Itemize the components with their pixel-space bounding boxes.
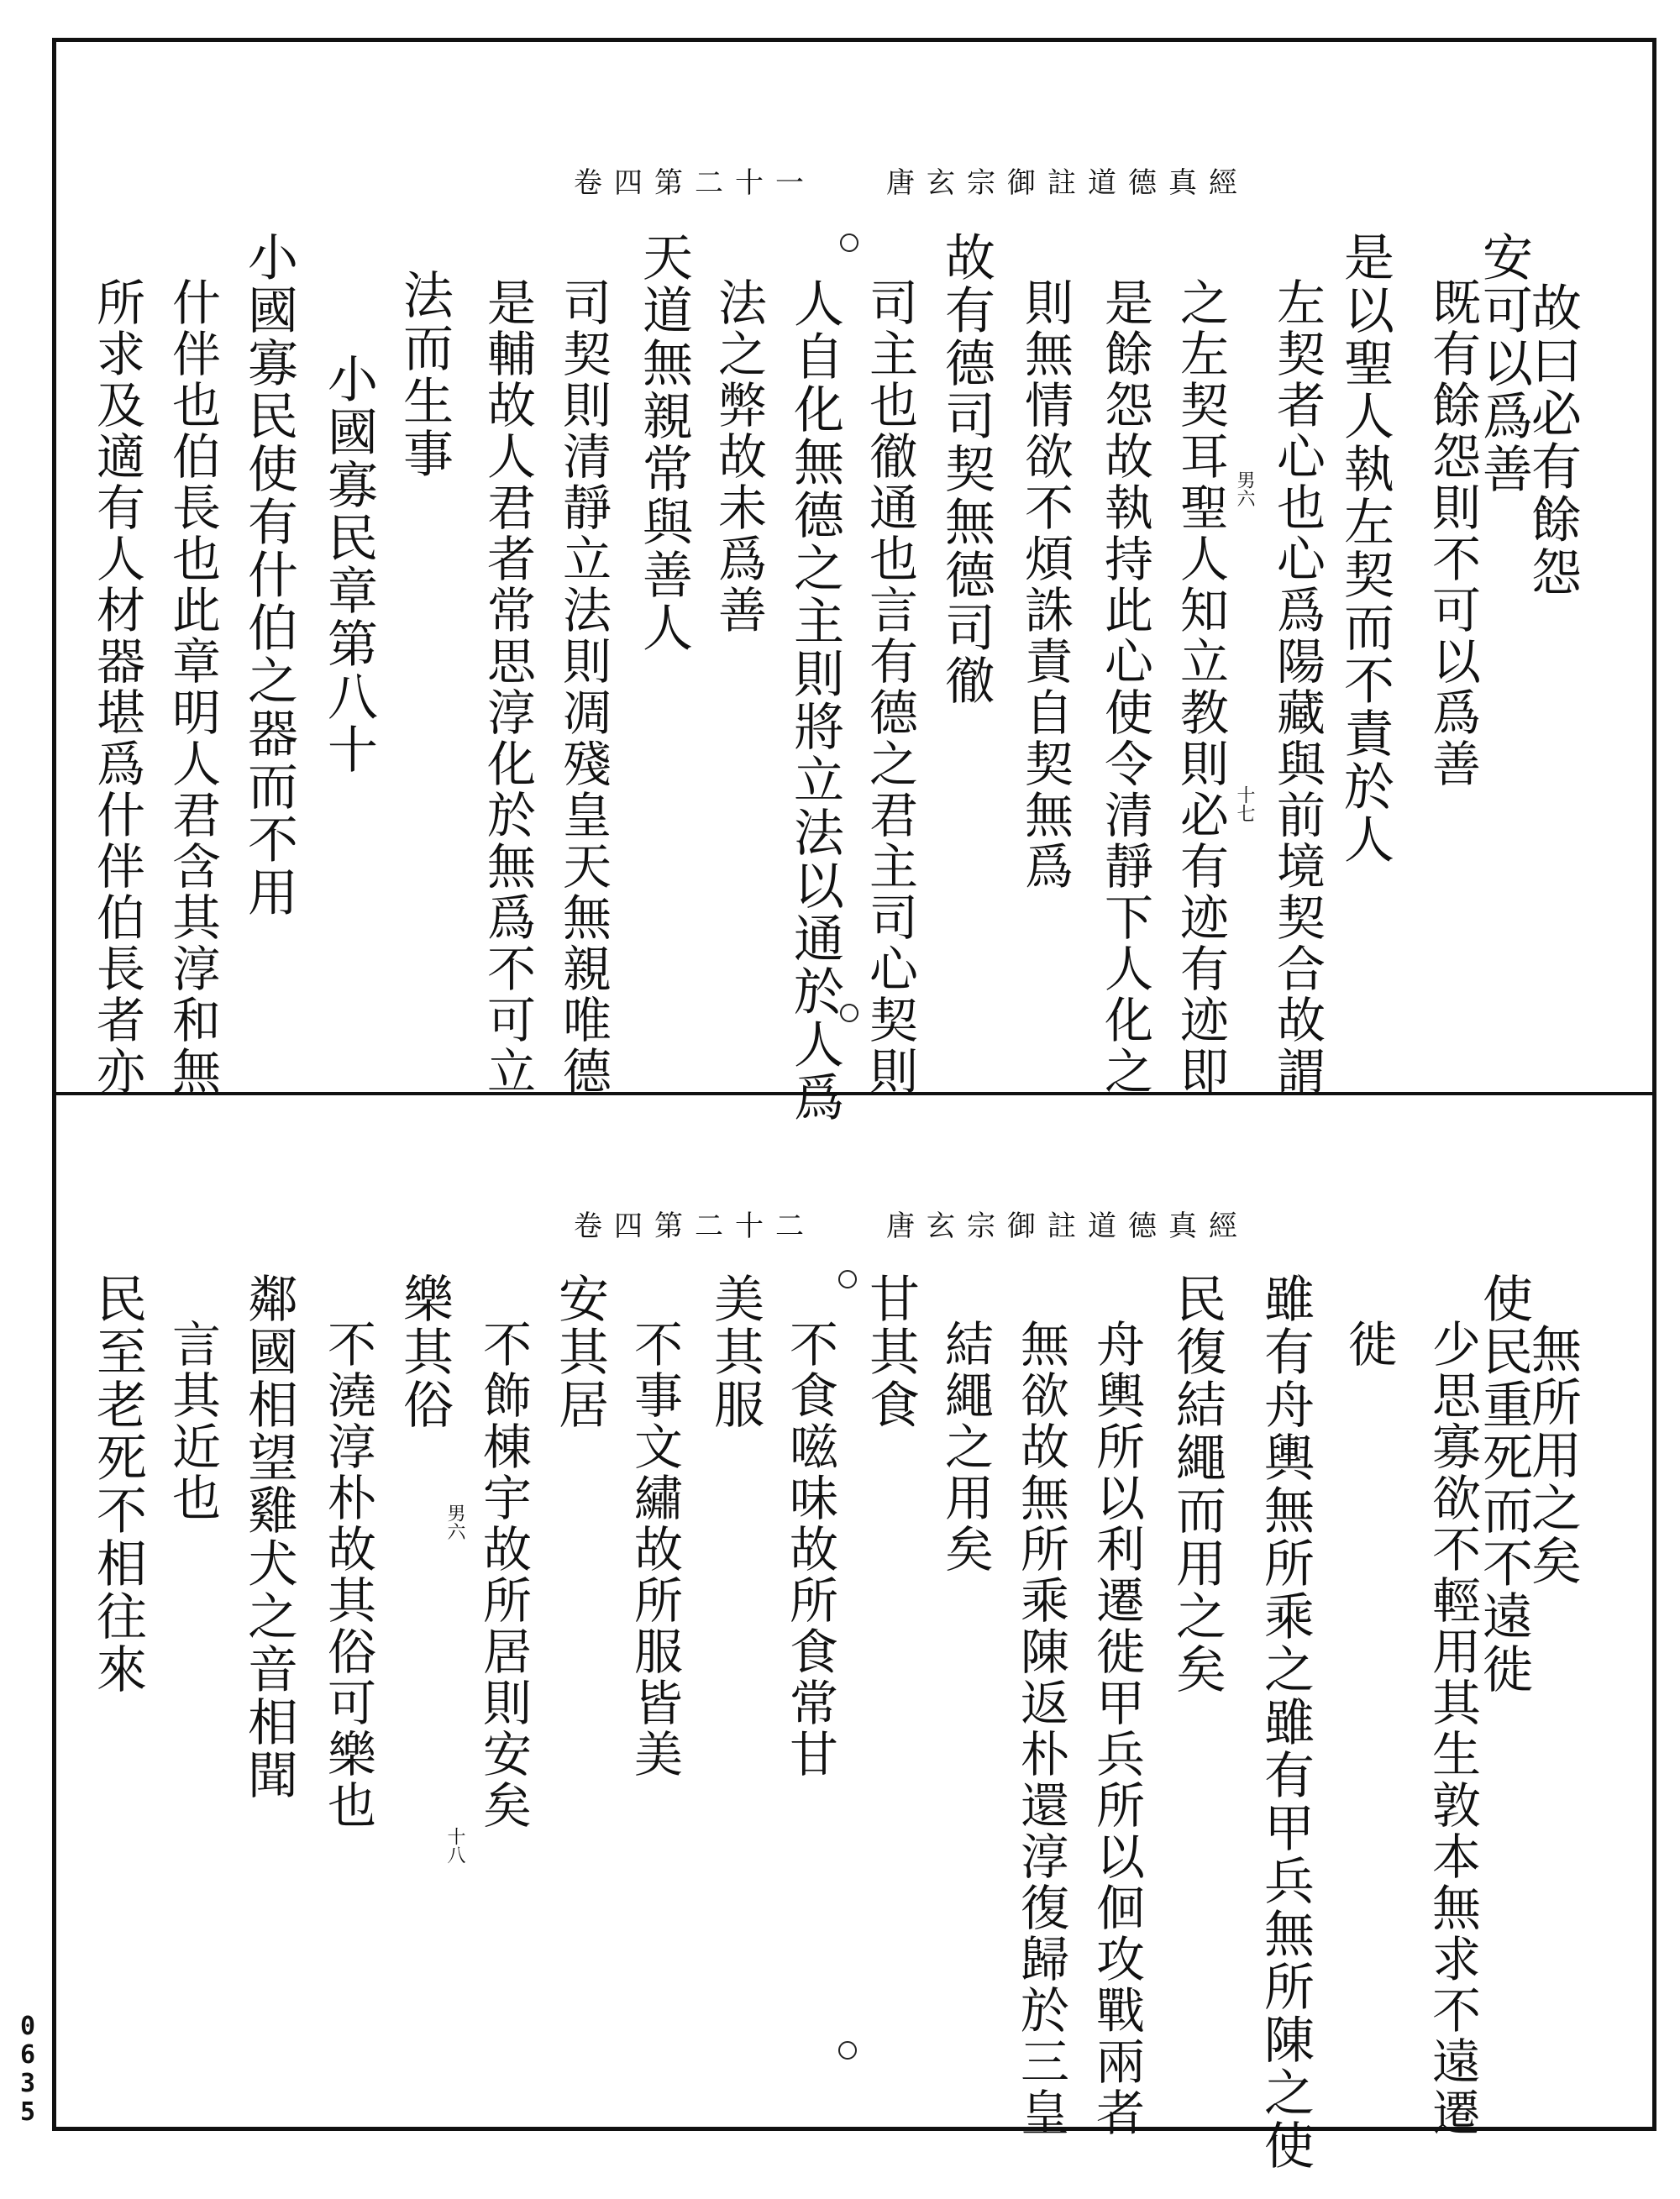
bottom-col-8: 無欲故無所乘陳返朴還淳復歸於三皇	[1012, 1319, 1069, 2139]
bottom-col-5: 雖有舟輿無所乘之雖有甲兵無所陳之使	[1256, 1273, 1315, 2172]
top-col-13: 天道無親常與善人	[634, 231, 693, 654]
top-col-7: 是餘怨故執持此心使令清靜下人化之	[1096, 277, 1153, 1097]
bottom-col-12: 美其服	[706, 1273, 764, 1431]
bottom-col-6: 民復結繩而用之矣	[1168, 1273, 1226, 1696]
top-col-17: 小國寡民章第八十	[319, 353, 378, 776]
top-col-9: 故有德司契無德司徹	[937, 231, 995, 707]
bottom-small-note-a: 男六	[444, 1504, 465, 1540]
top-col-19: 什伴也伯長也此章明人君含其淳和無	[164, 277, 221, 1097]
bottom-col-15: 不飾棟宇故所居則安矣	[475, 1319, 532, 1831]
binding-hole-mark	[840, 1004, 858, 1022]
binding-hole-mark	[840, 234, 858, 252]
bottom-col-20: 民至老死不相往來	[88, 1273, 147, 1696]
bottom-col-7: 舟輿所以利遷徙甲兵所以佪攻戰兩者	[1088, 1319, 1145, 2139]
top-col-8: 則無情欲不煩誅責自契無爲	[1016, 277, 1074, 892]
bottom-col-10: 甘其食	[861, 1273, 920, 1431]
top-col-2: 安可以爲善	[1474, 231, 1533, 496]
bottom-col-11: 不食嗞味故所食常甘	[781, 1319, 838, 1780]
top-header-volume: 卷四第二十一	[574, 166, 816, 200]
top-col-14: 司契則清靜立法則凋殘皇天無親唯德	[554, 277, 612, 1097]
bottom-header-volume: 卷四第二十二	[574, 1210, 816, 1243]
top-col-11: 人自化無德之主則將立法以通於人爲	[785, 277, 844, 1124]
bottom-col-1: 無所用之矣	[1523, 1323, 1582, 1588]
bottom-col-2: 使民重死而不遠徙	[1474, 1273, 1533, 1696]
bottom-col-13: 不事文繡故所服皆美	[626, 1319, 683, 1780]
top-col-10: 司主也徹通也言有德之君主司心契則	[861, 277, 918, 1097]
top-col-20: 所求及適有人材器堪爲什伴伯長者亦	[88, 277, 145, 1097]
top-col-15: 是輔故人君者常思淳化於無爲不可立	[479, 277, 536, 1097]
page-number: 0 6 3 5	[19, 2012, 36, 2127]
top-col-6: 之左契耳聖人知立教則必有迹有迹即	[1172, 277, 1229, 1097]
top-col-16: 法而生事	[395, 269, 454, 480]
section-divider	[52, 1092, 1656, 1095]
top-header-title: 唐玄宗御註道德真經	[886, 166, 1249, 200]
top-col-12: 法之弊故未爲善	[710, 277, 767, 636]
bottom-small-note-b: 十八	[444, 1827, 465, 1864]
bottom-header-title: 唐玄宗御註道德真經	[886, 1210, 1249, 1243]
bottom-col-14: 安其居	[550, 1273, 609, 1431]
bottom-col-18: 鄰國相望雞犬之音相聞	[239, 1273, 298, 1802]
binding-hole-mark	[838, 1270, 857, 1288]
top-col-1: 故曰必有餘怨	[1523, 281, 1582, 599]
top-col-3: 既有餘怨則不可以爲善	[1424, 277, 1481, 790]
top-small-note-b: 十七	[1234, 785, 1255, 822]
bottom-col-16: 樂其俗	[395, 1273, 454, 1431]
top-small-note-a: 男六	[1234, 470, 1255, 507]
bottom-col-19: 言其近也	[164, 1319, 221, 1524]
top-col-18: 小國寡民使有什伯之器而不用	[239, 231, 298, 919]
binding-hole-mark	[838, 2041, 857, 2060]
bottom-col-4: 徙	[1340, 1319, 1397, 1370]
top-col-5: 左契者心也心爲陽藏與前境契合故謂	[1268, 277, 1326, 1097]
top-col-4: 是以聖人執左契而不責於人	[1336, 231, 1394, 866]
bottom-col-3: 少思寡欲不輕用其生敦本無求不遠遷	[1424, 1319, 1481, 2139]
bottom-col-17: 不澆淳朴故其俗可樂也	[319, 1319, 376, 1831]
bottom-col-9: 結繩之用矣	[937, 1319, 994, 1575]
